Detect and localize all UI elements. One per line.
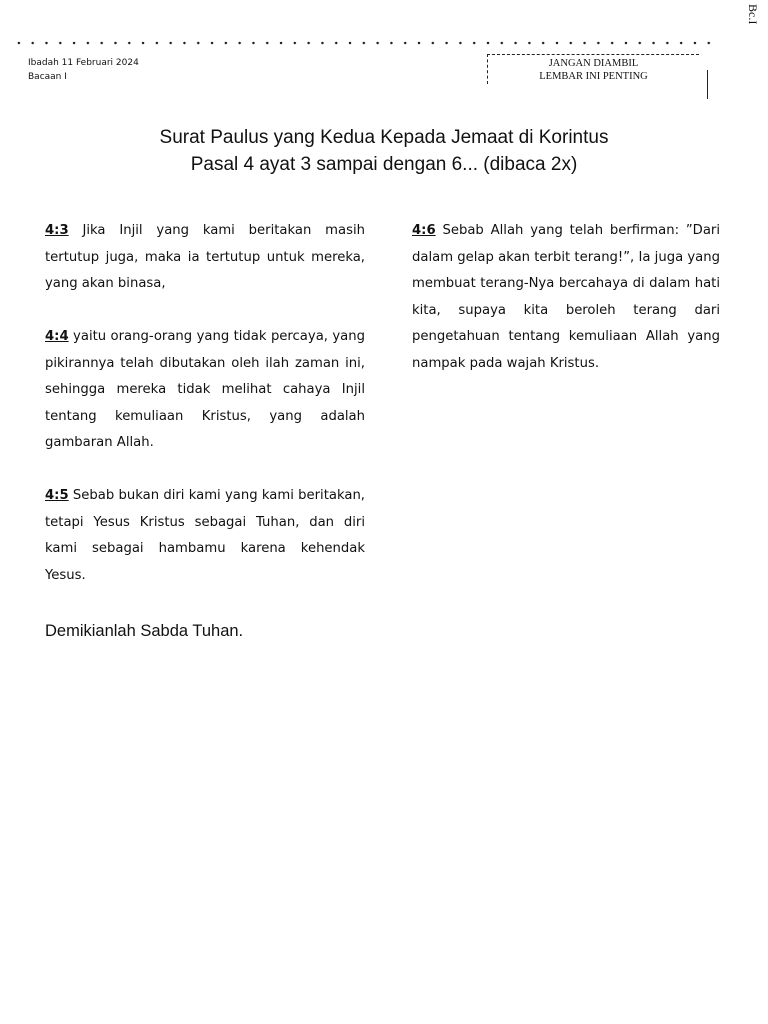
verse-number: 4:5 — [45, 488, 69, 503]
verse-text: yaitu orang-orang yang tidak percaya, yang pikirannya telah dibutakan oleh ilah zaman ini, sehingga mereka tidak melihat cahaya Injil tentang kemuliaan Kristus, yang adalah gambaran Allah. — [45, 329, 365, 450]
verse-text: Sebab bukan diri kami yang kami beritakan, tetapi Yesus Kristus sebagai Tuhan, dan diri kami sebagai hambamu karena kehendak Yesus. — [45, 488, 365, 583]
reading-label: Bacaan I — [28, 72, 67, 82]
verse-number: 4:6 — [412, 223, 436, 238]
verse-4-5 — [45, 483, 365, 589]
right-column — [412, 218, 720, 404]
dotted-rule — [12, 38, 712, 48]
title-line-2: Pasal 4 ayat 3 sampai dengan 6... (dibaca 2x) — [190, 154, 578, 175]
title-line-1: Surat Paulus yang Kedua Kepada Jemaat di Korintus — [159, 127, 609, 148]
verse-number: 4:3 — [45, 223, 69, 238]
service-date: Ibadah 11 Februari 2024 — [28, 58, 139, 68]
notice-box — [487, 54, 699, 84]
verse-text: Jika Injil yang kami beritakan masih tertutup juga, maka ia tertutup untuk mereka, yang akan binasa, — [45, 223, 365, 291]
verse-4-6 — [412, 218, 720, 377]
page-code: Bc.I — [746, 4, 760, 25]
notice-bar — [707, 70, 708, 99]
notice-line-1: JANGAN DIAMBIL — [548, 58, 639, 69]
verse-4-4 — [45, 324, 365, 457]
header-meta — [28, 56, 139, 84]
notice-line-2: LEMBAR INI PENTING — [539, 71, 648, 82]
verse-4-3 — [45, 218, 365, 298]
page-title — [0, 124, 768, 178]
verse-text: Sebab Allah yang telah berfirman: ”Dari dalam gelap akan terbit terang!”, Ia juga yang membuat terang-Nya bercahaya di dalam hati kita, supaya kita beroleh terang dari pengetahuan tentang kemuliaan Allah yang nampak pada wajah Kristus. — [412, 223, 720, 371]
verse-number: 4:4 — [45, 329, 69, 344]
closing-statement: Demikianlah Sabda Tuhan. — [45, 622, 244, 640]
left-column — [45, 218, 365, 616]
